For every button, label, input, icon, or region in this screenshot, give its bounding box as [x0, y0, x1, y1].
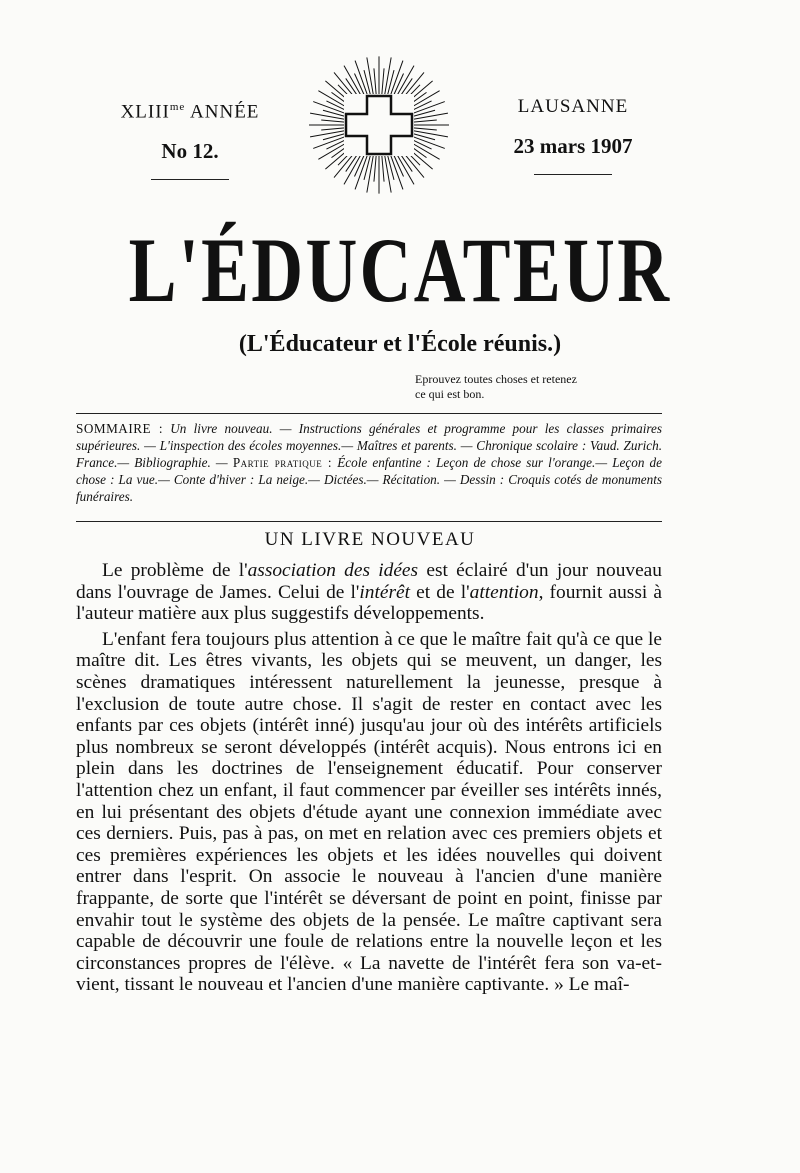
issue-date: 23 mars 1907: [513, 134, 633, 158]
sunburst-ray: [382, 153, 384, 182]
p1-emphasis-interet: intérêt: [359, 581, 411, 603]
paragraph-2: L'enfant fera toujours plus attention à ce que le maître fait qu'à ce que le maître dit. Les êtres vivants, les objets qui se meuvent, un danger, les scènes dramatiques intéressent naturellement la jeunesse, presque à l'exclusion de toute autre chose. Il s'agit de rester en contact avec les enfants par ces objets (intérêt inné) jusqu'au jour où des intérêts artificiels plus nombreux se seront développés (intérêt acquis). Nous entrons ici en plein dans les doctrines de l'enseignement éducatif. Pour conserver l'attention chez un enfant, il faut commencer par éveiller ses intérêts innés, en lui présentant des objets d'étude ayant une connexion immédiate avec ces derniers. Puis, pas à pas, on met en relation avec ces premiers objets et ces premières expériences les objets et les idées nouvelles qui doivent entrer dans l'esprit. On associe le nouveau à l'ancien d'une manière frappante, de sorte que l'intérêt se déversant de point en point, finisse par envahir tout le système des objets de la pensée. Le maître captivant sera capable de découvrir une foule de relations entre la nouvelle leçon et les circonstances propres de l'élève. « La navette de l'intérêt fera son va-et-vient, tissant le nouveau et l'ancien d'une manière captivante. » Le maî-: [76, 628, 662, 996]
sommaire-top-rule: [76, 413, 662, 414]
issue-number: No 12.: [161, 139, 219, 164]
p1-emphasis-association: association des idées: [247, 560, 419, 581]
table-of-contents: [76, 420, 662, 505]
sommaire-general: Un livre nouveau. — Instructions générales et programme pour les classes primaires supérieures. — L'inspection des écoles moyennes.— Maîtres et parents. — Chronique scolaire : Vaud. Zurich. France.— Bibliographie. —: [76, 421, 663, 470]
sommaire-bottom-rule: [76, 521, 662, 522]
sunburst-ray: [409, 113, 448, 120]
motto-line-2: ce qui est bon.: [415, 387, 485, 401]
year-suffix: me: [169, 101, 186, 113]
sunburst-ray: [374, 153, 376, 182]
partie-pratique-label: Partie pratique :: [232, 455, 333, 470]
sunburst-ray: [310, 113, 349, 120]
article-body: [76, 560, 662, 996]
sunburst-ray: [367, 57, 374, 97]
p1-text-g: , fournit aussi à l'auteur matière aux plus suggestifs développements.: [76, 581, 662, 625]
sunburst-ray: [409, 130, 448, 137]
sunburst-ray: [367, 153, 374, 193]
journal-subtitle: (L'Éducateur et l'École réunis.): [238, 331, 562, 357]
p1-text-e: et de l': [410, 581, 470, 603]
swiss-cross-sunburst-icon: [304, 54, 454, 198]
year-line: [95, 96, 285, 123]
paragraph-1: [76, 560, 662, 625]
masthead-left-rule: [151, 179, 229, 180]
sunburst-ray: [384, 153, 391, 193]
p1-emphasis-attention: attention: [469, 581, 539, 603]
sunburst-ray: [310, 130, 349, 137]
sunburst-ray: [384, 57, 391, 97]
sommaire-label: SOMMAIRE :: [76, 421, 163, 436]
sunburst-ray: [382, 68, 384, 97]
year-number: XLIII: [120, 101, 170, 123]
sommaire-pratique: École enfantine : Leçon de chose sur l'orange.— Leçon de chose : La vue.— Conte d'hiver : La neige.— Dictées.— Récitation. — Dessin : Croquis cotés de monuments funéraires.: [76, 455, 663, 504]
year-label: ANNÉE: [190, 101, 260, 123]
motto: [415, 372, 655, 402]
masthead-right: [478, 96, 668, 175]
sunburst-ray: [374, 68, 376, 97]
p1-text-c: est éclairé d'un jour nouveau dans l'ouvrage de James. Celui de l': [76, 560, 662, 603]
article-heading: UN LIVRE NOUVEAU: [264, 529, 476, 550]
city: LAUSANNE: [517, 96, 629, 117]
masthead-left: [95, 96, 285, 180]
motto-line-1: Eprouvez toutes choses et retenez: [415, 372, 577, 386]
p1-text-a: Le problème de l': [102, 560, 248, 581]
masthead-right-rule: [534, 174, 612, 175]
journal-title: L'ÉDUCATEUR: [128, 219, 672, 321]
